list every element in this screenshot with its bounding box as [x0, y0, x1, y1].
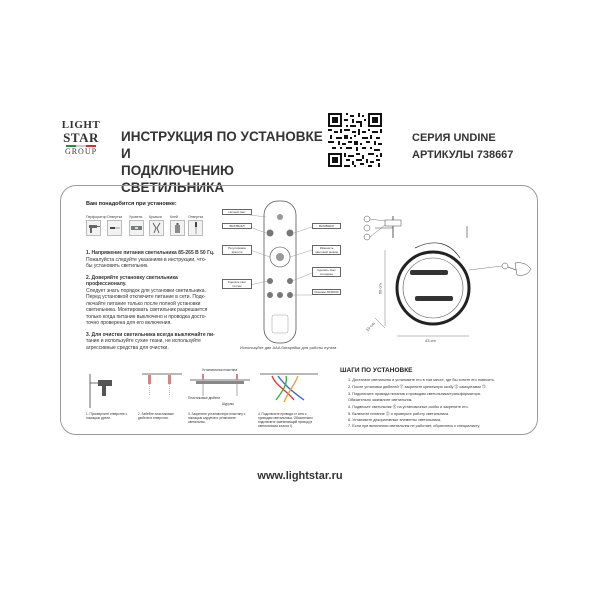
remote-label-onoff-left: ВКЛ/ВЫКЛ: [222, 223, 252, 229]
series-label: СЕРИЯ UNDINE: [412, 132, 496, 144]
remote-label-brightness: Регулировка яркости: [222, 245, 252, 255]
panel3-bottom-label: Шурупы: [222, 402, 234, 406]
instruction-line: 1. Напряжение питания светильника 85-265 В 50 Гц.: [86, 250, 215, 256]
logo-line3: GROUP: [64, 147, 98, 156]
instruction-line: 3. Для очистки светильника всегда выключайте пи-: [86, 331, 215, 338]
logo-line1: LIGHT: [61, 119, 101, 131]
level-icon: [129, 220, 144, 236]
remote-label-night: Ночной свет: [222, 209, 252, 215]
step-item: 3. Подключите провода питания к проводам светильника/трансформатора.: [348, 392, 481, 396]
wiring-icon: [258, 370, 320, 410]
remote-label-color-mode: Изменить цветовой режим: [312, 245, 341, 255]
step-item: 5. Включите питание ⓹ и проверьте работу светильника.: [348, 412, 450, 416]
qr-code: [328, 113, 382, 167]
instruction-line: светильника. Монтировать светильник разрешается: [86, 307, 208, 313]
steps-heading: ШАГИ ПО УСТАНОВКЕ: [340, 367, 413, 374]
remote-footnote: Используйте две AAA батарейки для работы пульта: [240, 345, 337, 350]
instruction-line: 2. Доверяйте установку светильника профессионалу.: [86, 274, 178, 287]
screwdriver-icon: [107, 220, 122, 236]
brand-logo: [60, 120, 102, 157]
instruction-line: только когда питание выключено и проводка досто-: [86, 313, 207, 320]
instruction-line: тание и используйте сухие ткани, не используйте: [86, 338, 201, 344]
product-info: [412, 130, 552, 164]
step-item: 2. После установки дюбелей ⓵ закрепите крепежную скобу ⓶ саморезами ⓷.: [348, 385, 487, 389]
tool-label-6: Отвертка: [188, 215, 204, 219]
panel-caption: 1. Просверлите отверстие с помощью дрели.: [86, 412, 128, 420]
instruction-line: Пожалуйста следуйте указаниям в инструкции, что-: [86, 256, 207, 263]
instruction-line: агрессивные средства для очистки.: [86, 344, 169, 351]
instruction-line: бы установить светильник.: [86, 263, 149, 269]
dim-width: 43 cm: [425, 338, 436, 343]
install-panel-3: [188, 370, 252, 430]
article-label: АРТИКУЛЫ 738667: [412, 149, 514, 161]
needs-heading: Вам понадобится при установке:: [86, 201, 177, 207]
remote-diagram: [220, 195, 340, 355]
step-item: 6. Установите декоративные элементы светильника.: [348, 418, 442, 422]
panel-caption: 2. Забейте пластиковые дюбели в отверстия.: [138, 412, 174, 420]
logo-line2: STAR: [63, 130, 99, 145]
remote-label-onoff-right: ВКЛ/ВЫКЛ: [312, 223, 341, 229]
panel3-left-label: Пластиковые дюбели: [188, 396, 220, 400]
install-panel-1: [86, 370, 132, 430]
tool-label-4: Кусачки: [149, 215, 162, 219]
panel-caption: 3. Закрепите установочную пластину с помощью шурупов и установите светильник.: [188, 412, 246, 424]
lamp-diagram: [355, 208, 535, 348]
step-item: Обязательно заземлите светильник.: [348, 398, 413, 402]
remote-label-timer: Режимы 30/60/90: [312, 289, 341, 295]
instruction-line: лючайте питание только после полной установки: [86, 300, 201, 307]
tool-label-2: Отвертка: [107, 215, 123, 219]
drill-wall-icon: [86, 370, 132, 410]
title-line2: ПОДКЛЮЧЕНИЮ СВЕТИЛЬНИКА: [121, 163, 234, 195]
panel-caption: 4. Подключите провода от сети к проводам светильника. Обязательно подключите заземляющий провод (в светильниках класса I).: [258, 412, 313, 428]
mounting-plate-icon: [188, 370, 252, 410]
tool-label-5: Клей: [170, 215, 178, 219]
title-line1: ИНСТРУКЦИЯ ПО УСТАНОВКЕ И: [121, 129, 323, 161]
instruction-line: Следует знать порядок для установки светильника.: [86, 287, 206, 294]
panel3-top-label: Установочная пластина: [202, 368, 238, 372]
dim-height: 60 cm: [377, 283, 383, 295]
step-item: 4. Подвесьте светильник ⓸ на установочные скобы и закрепите его.: [348, 405, 469, 409]
pliers-icon: [149, 220, 164, 236]
needs-instructions: [86, 250, 216, 351]
instruction-line: точно проверена для его включения.: [86, 320, 172, 326]
install-panel-2: [138, 370, 184, 430]
lamp-drawing-icon: [355, 208, 535, 348]
tool-label-3: Уровень: [129, 215, 143, 219]
instruction-line: Перед установкой отключите питание в сети. Подк-: [86, 294, 206, 300]
dim-depth: 10 cm: [364, 320, 376, 333]
website-url[interactable]: www.lightstar.ru: [257, 470, 343, 482]
step-item: 1. Достаньте светильник и установите его в том месте, где Вы хотите его повесить.: [348, 378, 495, 382]
drill-icon: [86, 220, 101, 236]
glue-icon: [170, 220, 185, 236]
dowel-icon: [138, 370, 184, 410]
tools-row: [86, 215, 216, 243]
remote-label-warmer: Сделать свет теплее: [222, 279, 252, 289]
remote-label-cooler: Сделать свет холоднее: [312, 267, 341, 277]
step-item: 7. Если при включении светильник не работает, обратитесь к специалисту.: [348, 424, 481, 428]
screwdriver-icon: [188, 220, 203, 236]
install-panel-4: [258, 370, 320, 430]
tool-label-1: Перфоратор: [86, 215, 107, 219]
